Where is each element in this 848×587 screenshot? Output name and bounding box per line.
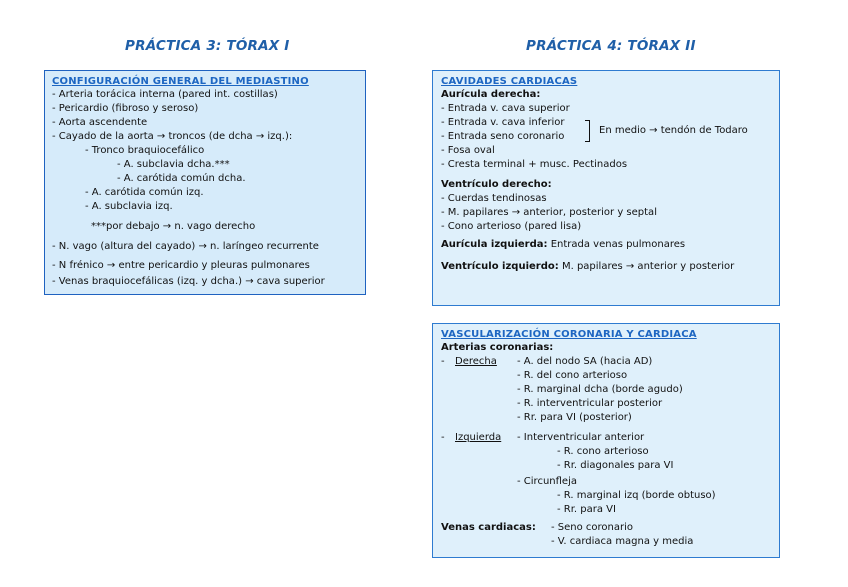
list-item: - Tronco braquiocefálico bbox=[85, 145, 205, 156]
list-item: - R. marginal dcha (borde agudo) bbox=[517, 384, 683, 395]
arterias-coronarias-label: Arterias coronarias: bbox=[441, 342, 554, 353]
mediastino-title: CONFIGURACIÓN GENERAL DEL MEDIASTINO bbox=[52, 76, 309, 87]
list-item: - Entrada v. cava superior bbox=[441, 103, 570, 114]
list-item: - A. subclavia izq. bbox=[85, 201, 173, 212]
list-item: - Seno coronario bbox=[551, 522, 634, 533]
list-item: - Venas braquiocefálicas (izq. y dcha.) → cava superior bbox=[52, 276, 325, 287]
list-item: - Rr. para VI bbox=[557, 504, 616, 515]
cavidades-box bbox=[432, 70, 780, 306]
list-item: - R. del cono arterioso bbox=[517, 370, 628, 381]
ventriculo-izquierdo-row bbox=[441, 261, 734, 273]
izquierda-label: Izquierda bbox=[455, 432, 502, 443]
practica-3-heading: PRÁCTICA 3: TÓRAX I bbox=[125, 38, 290, 54]
derecha-label: Derecha bbox=[455, 356, 497, 367]
list-item: - Cayado de la aorta → troncos (de dcha → izq.): bbox=[52, 131, 293, 142]
venas-cardiacas-label: Venas cardiacas: bbox=[441, 522, 536, 533]
mediastino-box bbox=[44, 70, 366, 295]
ventriculo-derecho-label: Ventrículo derecho: bbox=[441, 179, 552, 190]
list-item: - Pericardio (fibroso y seroso) bbox=[52, 103, 199, 114]
list-item: - Cuerdas tendinosas bbox=[441, 193, 547, 204]
vascularizacion-box bbox=[432, 323, 780, 558]
cavidades-title: CAVIDADES CARDIACAS bbox=[441, 76, 578, 87]
auricula-izquierda-label: Aurícula izquierda: bbox=[441, 239, 548, 250]
list-item: - Rr. para VI (posterior) bbox=[517, 412, 632, 423]
ventriculo-izquierdo-label: Ventrículo izquierdo: bbox=[441, 261, 559, 272]
brace-line bbox=[585, 120, 590, 142]
list-item: - N. vago (altura del cayado) → n. laríngeo recurrente bbox=[52, 241, 319, 252]
list-item: - Entrada seno coronario bbox=[441, 131, 565, 142]
brace-note: En medio → tendón de Todaro bbox=[599, 125, 748, 136]
list-item: - Rr. diagonales para VI bbox=[557, 460, 674, 471]
footnote: ***por debajo → n. vago derecho bbox=[91, 221, 256, 232]
list-item: - Fosa oval bbox=[441, 145, 495, 156]
list-item: - N frénico → entre pericardio y pleuras pulmonares bbox=[52, 260, 310, 271]
list-item: - R. interventricular posterior bbox=[517, 398, 663, 409]
list-item: - Arteria torácica interna (pared int. costillas) bbox=[52, 89, 278, 100]
derecha-dash: - bbox=[441, 356, 445, 367]
list-item: - V. cardiaca magna y media bbox=[551, 536, 694, 547]
izquierda-dash: - bbox=[441, 432, 445, 443]
list-item: - Cresta terminal + musc. Pectinados bbox=[441, 159, 628, 170]
list-item: - Aorta ascendente bbox=[52, 117, 148, 128]
auricula-derecha-label: Aurícula derecha: bbox=[441, 89, 541, 100]
auricula-izquierda-text: Entrada venas pulmonares bbox=[550, 239, 686, 250]
list-item: - M. papilares → anterior, posterior y septal bbox=[441, 207, 657, 218]
list-item: - A. carótida común dcha. bbox=[117, 173, 246, 184]
practica-4-heading: PRÁCTICA 4: TÓRAX II bbox=[526, 38, 696, 54]
list-item: - A. carótida común izq. bbox=[85, 187, 204, 198]
ventriculo-izquierdo-text: M. papilares → anterior y posterior bbox=[561, 261, 735, 272]
list-item: - R. marginal izq (borde obtuso) bbox=[557, 490, 716, 501]
list-item: - Interventricular anterior bbox=[517, 432, 645, 443]
list-item: - Entrada v. cava inferior bbox=[441, 117, 565, 128]
auricula-izquierda-row bbox=[441, 239, 685, 251]
vascularizacion-title: VASCULARIZACIÓN CORONARIA Y CARDIACA bbox=[441, 329, 697, 340]
list-item: - R. cono arterioso bbox=[557, 446, 649, 457]
list-item: - A. del nodo SA (hacia AD) bbox=[517, 356, 653, 367]
list-item: - Cono arterioso (pared lisa) bbox=[441, 221, 582, 232]
list-item: - Circunfleja bbox=[517, 476, 577, 487]
list-item: - A. subclavia dcha.*** bbox=[117, 159, 230, 170]
